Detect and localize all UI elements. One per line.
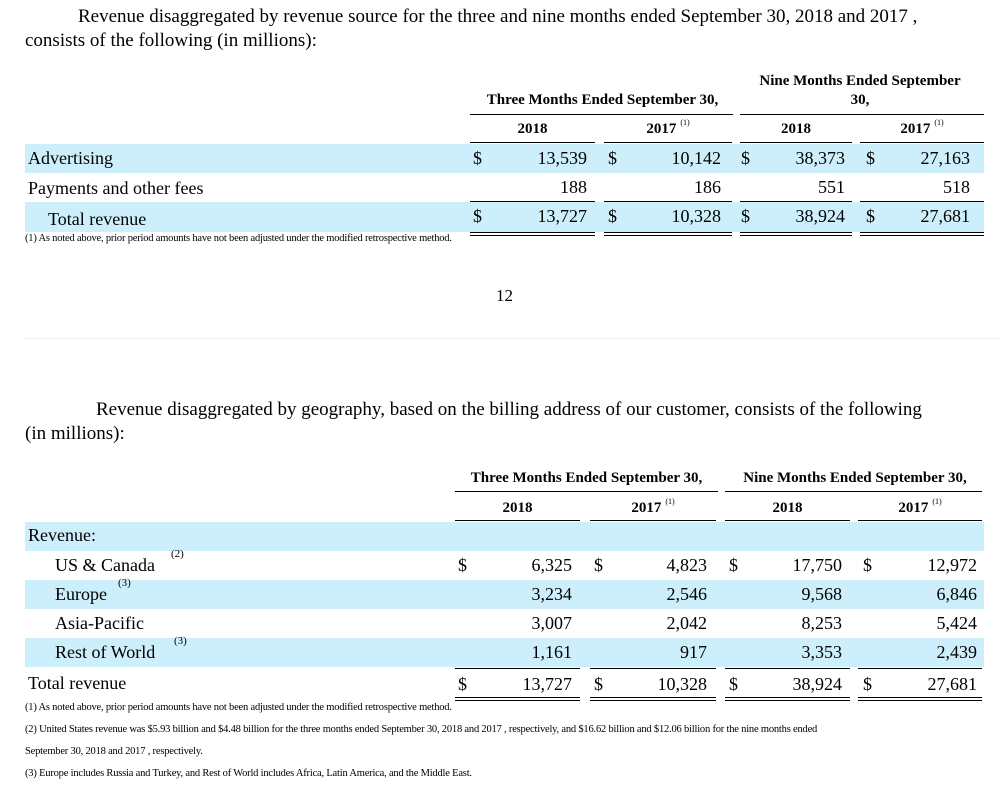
t1-intro-line2: consists of the following (in millions):	[25, 30, 317, 51]
t1-row-label: Payments and other fees	[28, 178, 204, 198]
page-number: 12	[496, 286, 513, 305]
t1-footnote-marker: (1)	[680, 118, 690, 127]
t1-year-header: 2018	[517, 121, 548, 137]
currency-symbol: $	[458, 555, 467, 575]
t1-year-header: 2017 $^{(1)}$	[646, 118, 690, 137]
t1-cell: 13,727	[537, 206, 587, 226]
currency-symbol: $	[458, 674, 467, 694]
t2-section-label: Revenue:	[28, 525, 96, 545]
t2-row-label: Asia-Pacific	[55, 613, 144, 633]
t1-cell: 38,373	[795, 148, 845, 168]
t1-cell: 10,328	[671, 206, 721, 226]
t1-cell: 13,539	[537, 148, 587, 168]
t2-total-cell: 38,924	[792, 674, 842, 694]
t2-cell: 6,325	[531, 555, 572, 575]
t2-cell: 3,234	[531, 584, 572, 604]
t2-cell: 9,568	[801, 584, 842, 604]
t1-cell: 188	[560, 177, 587, 197]
t2-row-label: Europe	[55, 584, 107, 604]
t1-header-three-months: Three Months Ended September 30,	[486, 92, 719, 108]
t2-cell: 8,253	[801, 613, 842, 633]
t2-year-header: 2018	[772, 500, 803, 516]
t1-cell: 518	[943, 177, 970, 197]
t1-year-header: 2017 $^{(1)}$	[900, 118, 944, 137]
currency-symbol: $	[608, 206, 617, 226]
t2-cell: 2,042	[666, 613, 707, 633]
t1-cell: 186	[694, 177, 721, 197]
currency-symbol: $	[729, 555, 738, 575]
currency-symbol: $	[741, 206, 750, 226]
t2-header-three-months: Three Months Ended September 30,	[470, 470, 703, 486]
currency-symbol: $	[594, 555, 603, 575]
t2-footnote-marker: (1)	[665, 497, 675, 506]
t2-footnote: (3) Europe includes Russia and Turkey, and Rest of World includes Africa, Latin America, and the Middle East.	[25, 768, 472, 779]
t1-footnote-marker: (1)	[934, 118, 944, 127]
t2-row-footnote-marker: (3)	[174, 635, 187, 647]
t1-row-label: Total revenue	[48, 209, 147, 229]
t2-cell: 12,972	[927, 555, 977, 575]
t2-year-header: 2017 $^{(1)}$	[898, 497, 942, 516]
t1-footnote: (1) As noted above, prior period amounts have not been adjusted under the modified retrospective method.	[25, 233, 452, 244]
t2-row-label: Rest of World	[55, 642, 156, 662]
t2-total-cell: 13,727	[522, 674, 572, 694]
t1-cell: 551	[818, 177, 845, 197]
currency-symbol: $	[729, 674, 738, 694]
t2-cell: 2,439	[936, 642, 977, 662]
t2-cell: 17,750	[792, 555, 842, 575]
currency-symbol: $	[863, 674, 872, 694]
t2-total-cell: 27,681	[927, 674, 977, 694]
currency-symbol: $	[473, 206, 482, 226]
t1-cell: 27,163	[920, 148, 970, 168]
t2-year-header: 2017 $^{(1)}$	[631, 497, 675, 516]
t1-row-label: Advertising	[28, 148, 113, 168]
t2-cell: 4,823	[666, 555, 707, 575]
t2-cell: 6,846	[936, 584, 977, 604]
t1-cell: 10,142	[671, 148, 721, 168]
t2-cell: 1,161	[531, 642, 572, 662]
t1-year-header: 2018	[781, 121, 811, 137]
page-divider	[25, 338, 1001, 339]
currency-symbol: $	[866, 206, 875, 226]
t2-footnote: (2) United States revenue was $5.93 billion and $4.48 billion for the three months ended September 30, 2018 and 2017 , respectively, and $16.62 billion and $12.06 billion for the nine months ended	[25, 724, 818, 735]
t2-total-cell: 10,328	[657, 674, 707, 694]
t1-header-nine-months-line2: 30,	[850, 92, 870, 108]
t1-cell: 38,924	[795, 206, 845, 226]
t2-header-nine-months: Nine Months Ended September 30,	[743, 470, 967, 486]
t2-footnote-marker: (1)	[932, 497, 942, 506]
t2-cell: 3,353	[801, 642, 842, 662]
t2-cell: 3,007	[531, 613, 572, 633]
t1-intro-line1: Revenue disaggregated by revenue source for the three and nine months ended September 30, 2018 and 2017 ,	[78, 6, 918, 27]
currency-symbol: $	[741, 148, 750, 168]
currency-symbol: $	[473, 148, 482, 168]
t2-footnote: (1) As noted above, prior period amounts have not been adjusted under the modified retrospective method.	[25, 702, 452, 713]
t2-intro-line2: (in millions):	[25, 423, 125, 444]
t2-cell: 5,424	[936, 613, 977, 633]
currency-symbol: $	[594, 674, 603, 694]
currency-symbol: $	[866, 148, 875, 168]
t2-cell: 917	[680, 642, 707, 662]
t2-row-label: US & Canada	[55, 555, 155, 575]
t1-header-nine-months-line1: Nine Months Ended September	[759, 73, 961, 89]
t2-year-header: 2018	[502, 500, 533, 516]
t1-cell: 27,681	[920, 206, 970, 226]
t2-row-footnote-marker: (2)	[171, 548, 184, 560]
t2-total-label: Total revenue	[28, 673, 127, 693]
t2-row-footnote-marker: (3)	[118, 577, 131, 589]
currency-symbol: $	[863, 555, 872, 575]
currency-symbol: $	[608, 148, 617, 168]
t2-intro-line1: Revenue disaggregated by geography, based on the billing address of our customer, consists of the following	[96, 399, 922, 420]
t2-cell: 2,546	[666, 584, 707, 604]
t2-footnote: September 30, 2018 and 2017 , respectively.	[25, 746, 203, 757]
